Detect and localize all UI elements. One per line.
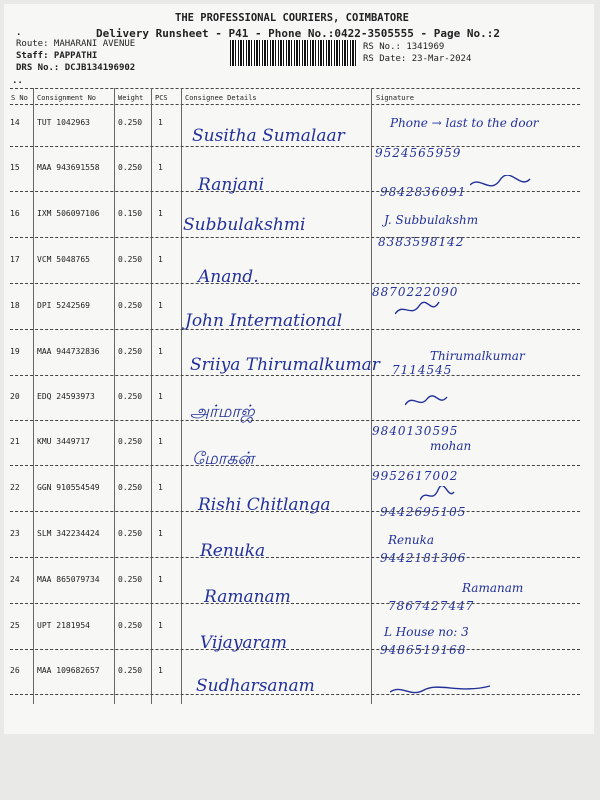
row-sno: 21 — [10, 437, 20, 446]
row-weight: 0.250 — [118, 163, 143, 172]
row-pcs: 1 — [158, 666, 163, 675]
runsheet-subtitle: Delivery Runsheet - P41 - Phone No.:0422-3505555 - Page No.:2 — [96, 27, 500, 40]
row-consignee-name: John International — [185, 311, 343, 331]
rs-number: RS No.: 1341969 — [363, 42, 445, 52]
row-consignment-no: KMU 3449717 — [37, 437, 90, 446]
row-weight: 0.250 — [118, 529, 143, 538]
row-pcs: 1 — [158, 529, 163, 538]
row-sno: 23 — [10, 529, 20, 538]
row-separator — [10, 465, 580, 466]
company-title: THE PROFESSIONAL COURIERS, COIMBATORE — [175, 12, 409, 24]
col-header-signature: Signature — [376, 94, 414, 102]
row-weight: 0.250 — [118, 301, 143, 310]
row-pcs: 1 — [158, 163, 163, 172]
row-consignee-name: Sudharsanam — [196, 676, 315, 696]
row-pcs: 1 — [158, 347, 163, 356]
column-divider — [181, 88, 182, 704]
row-consignment-no: TUT 1042963 — [37, 118, 90, 127]
row-weight: 0.250 — [118, 347, 143, 356]
row-weight: 0.150 — [118, 209, 143, 218]
handwritten-signature — [390, 682, 500, 706]
col-header-pcs: PCS — [155, 94, 168, 102]
row-sno: 17 — [10, 255, 20, 264]
row-sno: 24 — [10, 575, 20, 584]
row-weight: 0.250 — [118, 621, 143, 630]
handwritten-signature — [470, 175, 580, 199]
row-sno: 26 — [10, 666, 20, 675]
row-consignment-no: SLM 342234424 — [37, 529, 100, 538]
row-weight: 0.250 — [118, 118, 143, 127]
row-consignment-no: MAA 109682657 — [37, 666, 100, 675]
row-signature-text: J. Subbulakshm — [384, 213, 479, 227]
row-pcs: 1 — [158, 392, 163, 401]
row-phone-number: 8383598142 — [378, 235, 465, 249]
table-top-rule — [10, 88, 580, 89]
row-weight: 0.250 — [118, 255, 143, 264]
row-consignment-no: EDQ 24593973 — [37, 392, 95, 401]
row-separator — [10, 375, 580, 376]
column-divider — [33, 88, 34, 704]
row-signature-text: Thirumalkumar — [430, 349, 525, 363]
row-signature-text: Ramanam — [462, 581, 524, 595]
row-consignment-no: GGN 910554549 — [37, 483, 100, 492]
col-header-weight: Weight — [118, 94, 144, 102]
row-sno: 25 — [10, 621, 20, 630]
rs-date: RS Date: 23-Mar-2024 — [363, 54, 472, 64]
row-consignment-no: MAA 943691558 — [37, 163, 100, 172]
row-consignee-name: Susitha Sumalaar — [192, 126, 345, 146]
dot-mark: . — [16, 28, 22, 38]
row-weight: 0.250 — [118, 483, 143, 492]
row-consignment-no: IXM 506097106 — [37, 209, 100, 218]
row-pcs: 1 — [158, 301, 163, 310]
col-header-sno: S No — [11, 94, 28, 102]
handwritten-signature — [420, 486, 530, 510]
row-consignment-no: VCM 5048765 — [37, 255, 90, 264]
row-pcs: 1 — [158, 575, 163, 584]
row-separator — [10, 649, 580, 650]
row-consignee-name: Ramanam — [204, 587, 291, 607]
row-sno: 15 — [10, 163, 20, 172]
row-pcs: 1 — [158, 483, 163, 492]
drs-number: DRS No.: DCJB134196902 — [16, 63, 136, 73]
row-delivery-note: Phone → last to the door — [390, 116, 539, 130]
row-consignment-no: UPT 2181954 — [37, 621, 90, 630]
row-consignment-no: MAA 865079734 — [37, 575, 100, 584]
barcode-image — [230, 40, 358, 66]
row-phone-number: 7867427447 — [388, 599, 475, 613]
col-header-consignment: Consignment No — [37, 94, 97, 102]
row-weight: 0.250 — [118, 575, 143, 584]
column-divider — [151, 88, 152, 704]
row-sno: 20 — [10, 392, 20, 401]
row-separator — [10, 603, 580, 604]
handwritten-signature — [395, 300, 505, 324]
row-consignee-name: Rishi Chitlanga — [198, 495, 331, 515]
row-sno: 19 — [10, 347, 20, 356]
row-phone-number: 9442695105 — [380, 505, 467, 519]
row-phone-number: 9524565959 — [375, 146, 462, 160]
route-label: Route: MAHARANI AVENUE — [16, 39, 136, 49]
row-phone-number: 9842836091 — [380, 185, 467, 199]
row-consignment-no: DPI 5242569 — [37, 301, 90, 310]
col-header-details: Consignee Details — [185, 94, 257, 102]
row-consignee-name: Vijayaram — [200, 633, 287, 653]
row-pcs: 1 — [158, 209, 163, 218]
handwritten-signature — [405, 393, 515, 417]
row-weight: 0.250 — [118, 392, 143, 401]
row-weight: 0.250 — [118, 437, 143, 446]
row-pcs: 1 — [158, 118, 163, 127]
row-signature-text: mohan — [430, 439, 472, 453]
dot-mark: .. — [12, 76, 23, 86]
row-separator — [10, 511, 580, 512]
row-separator — [10, 283, 580, 284]
row-phone-number: 9952617002 — [372, 469, 459, 483]
row-weight: 0.250 — [118, 666, 143, 675]
row-separator — [10, 237, 580, 238]
row-separator — [10, 420, 580, 421]
row-separator — [10, 146, 580, 147]
staff-label: Staff: PAPPATHI — [16, 51, 98, 61]
row-phone-number: 9442181306 — [380, 551, 467, 565]
column-divider — [371, 88, 372, 704]
row-pcs: 1 — [158, 621, 163, 630]
row-phone-number: 9840130595 — [372, 424, 459, 438]
row-separator — [10, 557, 580, 558]
table-header-rule — [10, 104, 580, 105]
row-pcs: 1 — [158, 437, 163, 446]
row-consignment-no: MAA 944732836 — [37, 347, 100, 356]
row-pcs: 1 — [158, 255, 163, 264]
row-consignee-name: அர்மாஜ் — [190, 402, 255, 422]
row-sno: 16 — [10, 209, 20, 218]
row-sno: 18 — [10, 301, 20, 310]
row-consignee-name: Ranjani — [198, 175, 265, 195]
row-phone-number: 8870222090 — [372, 285, 459, 299]
row-consignee-name: Sriiya Thirumalkumar — [190, 355, 380, 375]
row-separator — [10, 329, 580, 330]
column-divider — [114, 88, 115, 704]
row-consignee-name: Renuka — [200, 541, 266, 561]
row-signature-text: L House no: 3 — [384, 625, 469, 639]
row-consignee-name: Subbulakshmi — [183, 215, 306, 235]
row-sno: 22 — [10, 483, 20, 492]
row-consignee-name: மோகன் — [192, 449, 254, 469]
row-phone-number: 7114545 — [392, 363, 453, 377]
row-phone-number: 9486519168 — [380, 643, 467, 657]
row-sno: 14 — [10, 118, 20, 127]
row-signature-text: Renuka — [388, 533, 435, 547]
row-consignee-name: Anand. — [198, 267, 259, 287]
